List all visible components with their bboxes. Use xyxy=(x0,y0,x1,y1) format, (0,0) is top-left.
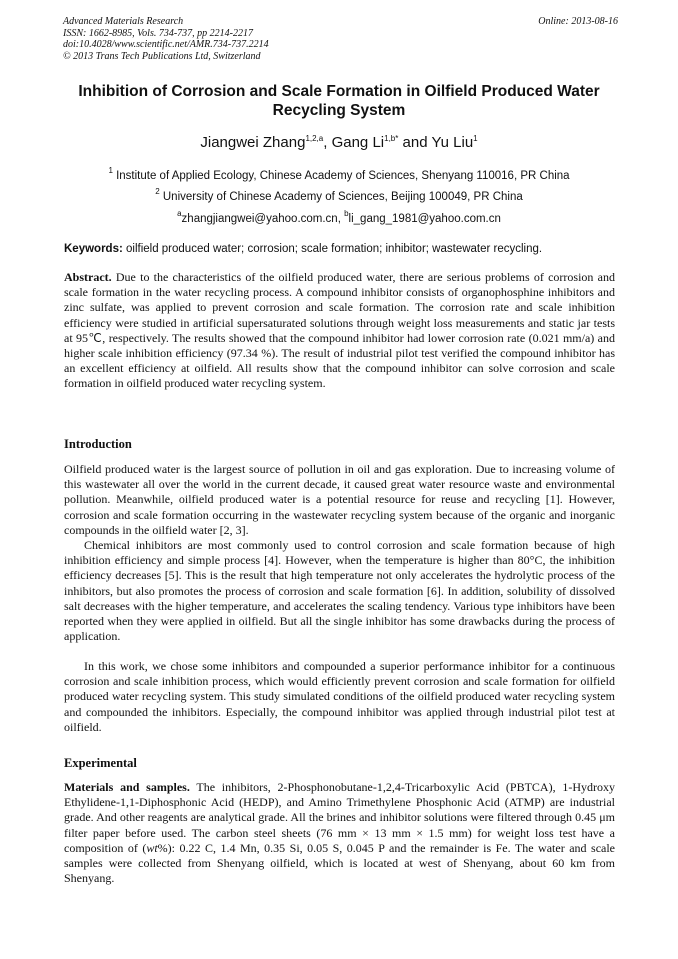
email-address[interactable]: li_gang_1981@yahoo.com.cn xyxy=(348,213,501,225)
keywords xyxy=(64,242,616,256)
author-name: Gang Li xyxy=(331,134,385,151)
affiliation-marker: 1 xyxy=(108,166,113,175)
materials-text: The inhibitors, 2-Phosphonobutane-1,2,4-Tricarboxylic Acid (PBTCA), 1-Hydroxy Ethylidene-1,1-Diphosphonic Acid (HEDP), and Amino Trimethylene Phosphonic Acid (ATMP) are industrial grade. And other reagents are analytical grade. All the brines and inhibitor solutions were filtered through 0.45 μm filter paper before used. The carbon steel sheets (76 mm × 13 mm × 1.5 mm) for weight loss test have a composition of ( xyxy=(64,780,615,855)
abstract xyxy=(64,270,615,392)
author-name: Yu Liu xyxy=(431,134,474,151)
affiliation-text: Institute of Applied Ecology, Chinese Academy of Sciences, Shenyang 110016, PR China xyxy=(112,170,570,182)
affiliation-marker: 2 xyxy=(155,187,160,196)
author-separator: and xyxy=(398,134,432,151)
keywords-text: oilfield produced water; corrosion; scale formation; inhibitor; wastewater recycling. xyxy=(122,243,543,255)
affiliation-text: University of Chinese Academy of Sciences, Beijing 100049, PR China xyxy=(159,191,523,203)
intro-paragraph-2: Chemical inhibitors are most commonly used to control corrosion and scale formation because of high inhibition efficiency and simple process [4]. However, when the temperature is higher than 80°C, the inhibition efficiency decreases [5]. This is the result that high temperature not only accelerates the hydrolytic process of the inhibitors, but also promotes the process of corrosion and scale formation [6]. In addition, solubility of dissolved salt decreases with the higher temperature, and accelerates the scaling tendency. Various type inhibitors have been reported when they were applied in oilfield. But all the single inhibitor has some drawbacks during the process of application. xyxy=(64,538,615,644)
email-line xyxy=(63,207,615,226)
materials-italic: wt xyxy=(146,840,158,855)
affiliation-1 xyxy=(63,164,615,183)
materials-label: Materials and samples. xyxy=(64,780,190,794)
author-name: Jiangwei Zhang xyxy=(200,134,306,151)
section-heading-introduction: Introduction xyxy=(64,437,132,451)
author-list xyxy=(63,129,615,153)
abstract-text: Due to the characteristics of the oilfield produced water, there are serious problems of corrosion and scale formation in the water recycling process. A compound inhibitor consists of organophosphine inhibitors and zinc sulfate, was applied to prevent corrosion and scale formation. The corrosion rate and scale inhibition efficiency were studied in artificial supersaturated solutions through weight loss measurements and static jar tests at 95℃, respectively. The results showed that the compound inhibitor had lower corrosion rate (0.021 mm/a) and higher scale inhibition efficiency (97.34 %). The result of industrial pilot test verified the compound inhibitor has an excellent efficiency at oilfield. All results show that the compound inhibitor can solve corrosion and scale formation in oilfield produced water recycling system. xyxy=(64,270,615,391)
materials-text: %): 0.22 C, 1.4 Mn, 0.35 Si, 0.05 S, 0.045 P and the remainder is Fe. The water and scale samples were collected from Shenyang oilfield, which is located at west of Shenyang, about 60 km from Shenyang. xyxy=(64,840,616,886)
author-superscript: 1 xyxy=(473,134,478,143)
journal-header xyxy=(63,16,618,62)
issn-line: ISSN: 1662-8985, Vols. 734-737, pp 2214-2217 xyxy=(63,27,253,39)
keywords-label: Keywords: xyxy=(64,243,123,255)
paper-title: Inhibition of Corrosion and Scale Formation in Oilfield Produced Water Recycling System xyxy=(78,83,600,119)
author-separator: , xyxy=(323,134,332,151)
doi-line: doi:10.4028/www.scientific.net/AMR.734-737.2214 xyxy=(63,39,269,50)
journal-name: Advanced Materials Research xyxy=(63,16,184,27)
intro-paragraph-1: Oilfield produced water is the largest source of pollution in oil and gas exploration. Due to increasing volume of this wastewater all over the world in the current decade, it caused great water resource waste and environmental pollution. Meanwhile, oilfield produced water is a potential resource for reuse and recycling [1]. However, corrosion and scale formation occurring in the wastewater recycling system because of the organic and inorganic compounds in the oilfield water [2, 3]. xyxy=(64,462,615,537)
section-heading-experimental: Experimental xyxy=(64,756,137,770)
abstract-label: Abstract. xyxy=(64,270,112,284)
email-marker: b xyxy=(344,209,349,218)
experimental-paragraph xyxy=(64,780,615,886)
copyright-line: © 2013 Trans Tech Publications Ltd, Switzerland xyxy=(63,50,261,62)
email-address[interactable]: zhangjiangwei@yahoo.com.cn, xyxy=(181,213,345,225)
author-superscript: 1,2,a xyxy=(305,134,324,143)
email-marker: a xyxy=(177,209,182,218)
intro-paragraph-3: In this work, we chose some inhibitors and compounded a superior performance inhibitor for a continuous corrosion and scale inhibition process, which would efficiently prevent corrosion and scale formation for oilfield produced water recycling system. This study simulated conditions of the oilfield produced water recycling system and compounded the inhibitors. Especially, the compound inhibitor was applied through industrial pilot test at oilfield. xyxy=(64,659,615,734)
affiliation-2 xyxy=(63,185,615,204)
author-superscript: 1,b* xyxy=(384,134,399,143)
online-date: Online: 2013-08-16 xyxy=(538,16,618,27)
